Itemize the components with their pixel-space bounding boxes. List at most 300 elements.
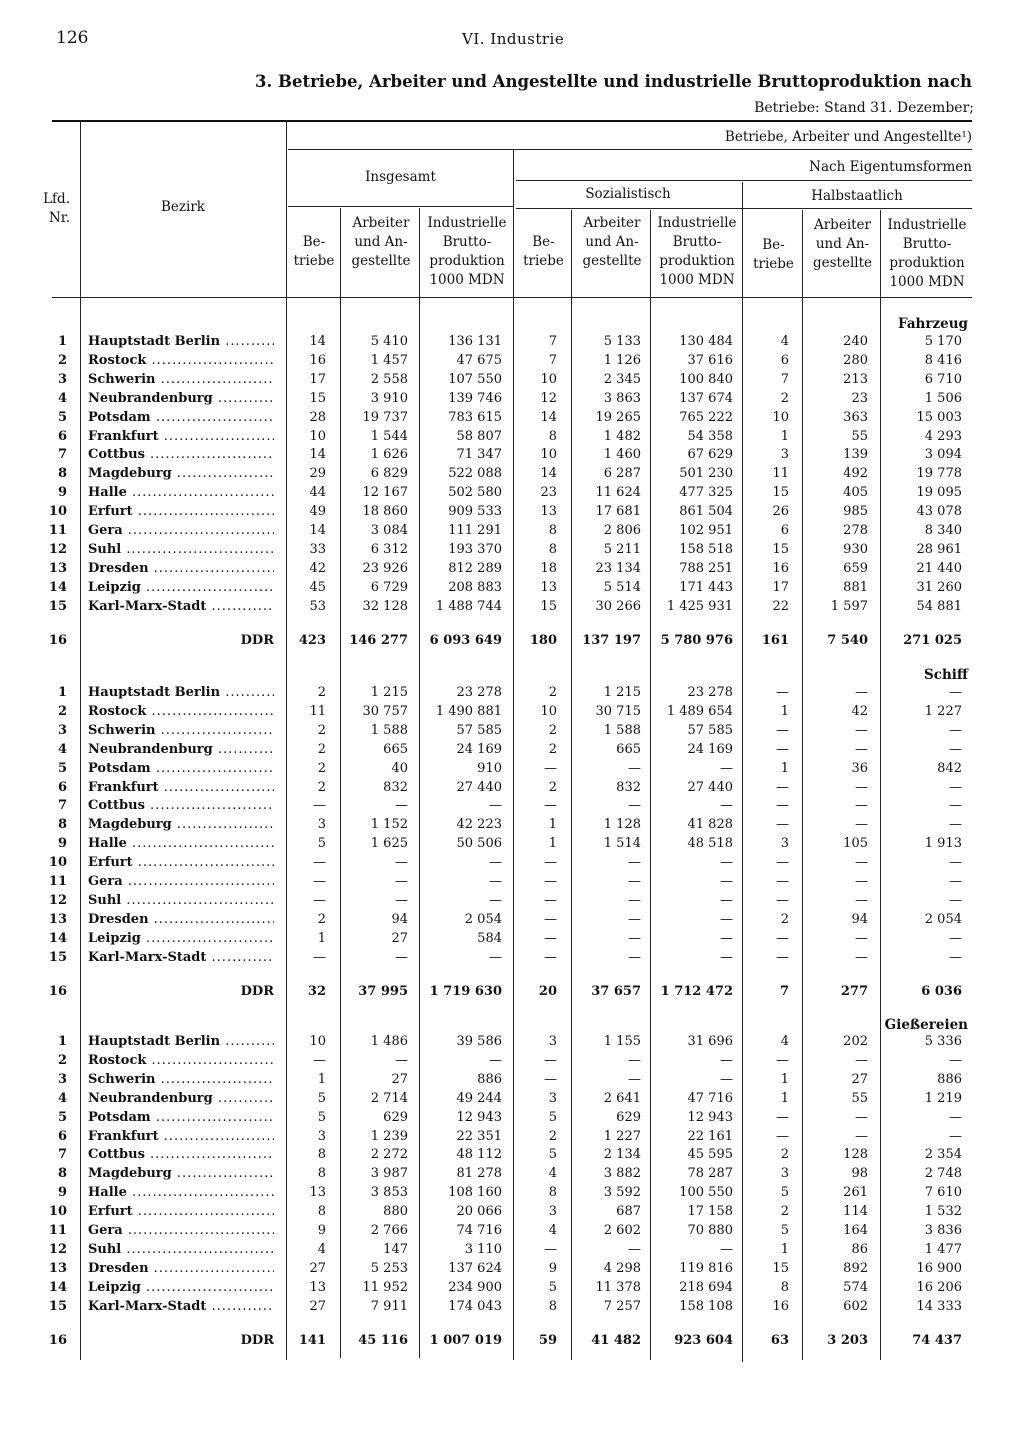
row-number: 14	[48, 579, 67, 595]
district-name: Magdeburg .....	[88, 1164, 274, 1183]
cell-value: 261	[843, 1185, 868, 1201]
cell-value: —	[855, 741, 868, 757]
cell-value: 14	[540, 466, 557, 482]
cell-value: 6	[780, 523, 789, 538]
cell-value: 832	[383, 779, 408, 795]
cell-value: 2	[548, 722, 557, 738]
cell-value: 765 222	[679, 409, 733, 425]
cell-value: —	[544, 760, 557, 776]
cell-value: 8	[548, 541, 557, 557]
cell-value: 17 681	[595, 504, 641, 520]
cell-value: 23 278	[687, 685, 733, 700]
cell-value: 629	[616, 1109, 641, 1125]
cell-value: 574	[843, 1279, 868, 1295]
cell-value: 3 203	[827, 1332, 868, 1348]
cell-value: 94	[391, 911, 408, 927]
table-row	[0, 1259, 1024, 1278]
cell-value: 9	[317, 1223, 326, 1238]
cell-value: 33	[309, 541, 326, 557]
table-row	[0, 1089, 1024, 1108]
cell-value: —	[395, 855, 408, 871]
cell-value: 146 277	[349, 632, 408, 648]
cell-value: —	[776, 1052, 789, 1068]
cell-value: 2	[317, 722, 326, 738]
cell-value: 1	[780, 1071, 789, 1087]
cell-value: 15	[309, 390, 326, 406]
cell-value: 55	[851, 1090, 868, 1106]
table-row	[0, 1202, 1024, 1221]
row-number: 9	[57, 1185, 67, 1201]
cell-value: —	[628, 1071, 641, 1087]
cell-value: 161	[761, 632, 789, 648]
cell-value: 2 345	[603, 371, 641, 387]
cell-value: 3	[780, 836, 789, 852]
cell-value: —	[544, 1241, 557, 1257]
cell-value: 584	[477, 930, 502, 946]
cell-value: 54 881	[916, 598, 962, 614]
district-name: Potsdam .....	[88, 408, 274, 427]
cell-value: 2	[548, 741, 557, 757]
cell-value: —	[855, 874, 868, 889]
cell-value: 27 440	[456, 779, 502, 795]
cell-value: 4	[780, 1034, 789, 1049]
cell-value: 18 860	[362, 504, 408, 520]
header-produktion: Industrielle Brutto- produktion 1000 MDN	[657, 215, 737, 288]
cell-value: 26	[772, 504, 789, 520]
cell-value: 14 333	[916, 1298, 962, 1314]
row-number: 13	[48, 1260, 67, 1276]
cell-value: 48 112	[456, 1147, 502, 1163]
cell-value: 1 544	[370, 428, 408, 444]
cell-value: —	[855, 1052, 868, 1068]
table-row	[0, 578, 1024, 597]
section-title: Fahrzeug	[897, 316, 968, 332]
cell-value: 7 911	[370, 1298, 408, 1314]
district-name: Gera .....	[88, 872, 274, 891]
cell-value: 105	[843, 836, 868, 852]
district-name: Suhl .....	[88, 891, 274, 910]
cell-value: 3	[548, 1204, 557, 1220]
row-number: 8	[57, 466, 67, 482]
table-subtitle: Betriebe: Stand 31. Dezember;	[754, 100, 974, 116]
district-name: Potsdam .....	[88, 1108, 274, 1127]
district-name: Frankfurt .....	[88, 778, 274, 797]
cell-value: 128	[843, 1147, 868, 1163]
row-number: 4	[57, 390, 67, 406]
cell-value: 14	[309, 334, 326, 349]
cell-value: 8	[548, 428, 557, 444]
district-name: Magdeburg .....	[88, 815, 274, 834]
cell-value: 70 880	[687, 1223, 733, 1238]
district-name: Dresden .....	[88, 910, 274, 929]
cell-value: 10	[540, 371, 557, 387]
cell-value: —	[776, 798, 789, 814]
district-name: Hauptstadt Berlin .....	[88, 332, 274, 351]
cell-value: 98	[851, 1166, 868, 1182]
cell-value: 4 298	[603, 1260, 641, 1276]
cell-value: 812 289	[448, 560, 502, 576]
cell-value: —	[628, 892, 641, 908]
row-number: 15	[48, 1298, 67, 1314]
cell-value: 27	[309, 1260, 326, 1276]
cell-value: 22	[772, 598, 789, 614]
cell-value: 3	[317, 817, 326, 833]
row-number: 9	[57, 836, 67, 852]
cell-value: 6 036	[921, 983, 962, 999]
cell-value: 57 585	[687, 722, 733, 738]
cell-value: —	[720, 874, 733, 889]
row-number: 1	[57, 334, 67, 349]
cell-value: 629	[383, 1109, 408, 1125]
cell-value: 1 514	[603, 836, 641, 852]
cell-value: 2	[780, 911, 789, 927]
cell-value: 280	[843, 352, 868, 368]
cell-value: 13	[309, 1185, 326, 1201]
cell-value: 22 351	[456, 1128, 502, 1144]
cell-value: —	[544, 874, 557, 889]
cell-value: 37 995	[358, 983, 408, 999]
cell-value: 27	[391, 1071, 408, 1087]
row-number: 8	[57, 817, 67, 833]
cell-value: 202	[843, 1034, 868, 1049]
table-row	[0, 1240, 1024, 1259]
cell-value: 1 482	[603, 428, 641, 444]
cell-value: 892	[843, 1260, 868, 1276]
district-name: Rostock .....	[88, 351, 274, 370]
cell-value: 15	[772, 485, 789, 501]
cell-value: —	[395, 892, 408, 908]
header-bottom-rule	[52, 297, 972, 298]
cell-value: —	[544, 798, 557, 814]
cell-value: 1	[317, 1071, 326, 1087]
cell-value: 423	[298, 632, 326, 648]
cell-value: 11	[772, 466, 789, 482]
cell-value: 687	[616, 1204, 641, 1220]
cell-value: —	[949, 855, 962, 871]
row-number: 2	[57, 703, 67, 719]
cell-value: 5 410	[370, 334, 408, 349]
cell-value: 171 443	[679, 579, 733, 595]
table-row	[0, 1032, 1024, 1051]
cell-value: —	[855, 779, 868, 795]
cell-value: 4 293	[924, 428, 962, 444]
cell-value: —	[489, 892, 502, 908]
cell-value: —	[313, 1052, 326, 1068]
cell-value: 63	[770, 1332, 789, 1348]
cell-value: 41 828	[687, 817, 733, 833]
cell-value: 44	[309, 485, 326, 501]
cell-value: 477 325	[679, 485, 733, 501]
cell-value: —	[628, 760, 641, 776]
cell-value: 2 054	[464, 911, 502, 927]
cell-value: —	[544, 1071, 557, 1087]
cell-value: 137 197	[582, 632, 641, 648]
cell-value: 1 506	[924, 390, 962, 406]
row-number: 8	[57, 1166, 67, 1182]
cell-value: 1	[317, 930, 326, 946]
cell-value: 32	[307, 983, 326, 999]
table-row	[0, 872, 1024, 891]
cell-value: 119 816	[679, 1260, 733, 1276]
cell-value: 5	[548, 1147, 557, 1163]
cell-value: —	[313, 798, 326, 814]
cell-value: 19 265	[595, 409, 641, 425]
row-number: 10	[48, 504, 67, 520]
cell-value: 2	[548, 685, 557, 700]
cell-value: 28	[309, 409, 326, 425]
table-top-rule	[52, 120, 972, 122]
cell-value: 139 746	[448, 390, 502, 406]
cell-value: 5	[317, 1109, 326, 1125]
cell-value: —	[776, 817, 789, 833]
cell-value: 2 134	[603, 1147, 641, 1163]
cell-value: 17	[772, 579, 789, 595]
cell-value: 137 624	[448, 1260, 502, 1276]
table-row	[0, 427, 1024, 446]
cell-value: 16 206	[916, 1279, 962, 1295]
cell-value: 1 719 630	[429, 983, 502, 999]
district-name: DDR	[240, 1332, 274, 1348]
cell-value: —	[313, 949, 326, 965]
cell-value: —	[776, 930, 789, 946]
cell-value: 1 477	[924, 1241, 962, 1257]
cell-value: 1 913	[924, 836, 962, 852]
cell-value: 180	[529, 632, 557, 648]
cell-value: 67 629	[687, 447, 733, 463]
cell-value: 74 716	[456, 1223, 502, 1238]
section-title: Schiff	[924, 667, 968, 683]
row-number: 1	[57, 1034, 67, 1049]
table-row	[0, 540, 1024, 559]
row-number: 3	[57, 1071, 67, 1087]
district-name: Frankfurt .....	[88, 427, 274, 446]
header-betriebe: Be- triebe	[523, 234, 564, 269]
cell-value: 8	[780, 1279, 789, 1295]
district-name: Neubrandenburg .....	[88, 1089, 274, 1108]
table-row	[0, 1278, 1024, 1297]
cell-value: 23 926	[362, 560, 408, 576]
cell-value: —	[628, 798, 641, 814]
cell-value: 1 490 881	[435, 703, 502, 719]
cell-value: 12 943	[456, 1109, 502, 1125]
cell-value: —	[720, 798, 733, 814]
cell-value: 930	[843, 541, 868, 557]
table-row	[0, 740, 1024, 759]
cell-value: 6	[780, 352, 789, 368]
cell-value: —	[628, 930, 641, 946]
cell-value: 502 580	[448, 485, 502, 501]
cell-value: 2 354	[924, 1147, 962, 1163]
cell-value: 17 158	[687, 1204, 733, 1220]
cell-value: 2 272	[370, 1147, 408, 1163]
table-row	[0, 834, 1024, 853]
cell-value: 501 230	[679, 466, 733, 482]
cell-value: 2 641	[603, 1090, 641, 1106]
cell-value: 31 696	[687, 1034, 733, 1049]
district-name: Dresden .....	[88, 1259, 274, 1278]
cell-value: —	[855, 949, 868, 965]
cell-value: 37 657	[591, 983, 641, 999]
cell-value: 27	[851, 1071, 868, 1087]
table-row	[0, 815, 1024, 834]
cell-value: 363	[843, 409, 868, 425]
cell-value: —	[628, 1052, 641, 1068]
row-number: 4	[57, 1090, 67, 1106]
cell-value: 2	[548, 1128, 557, 1144]
cell-value: —	[949, 930, 962, 946]
district-name: Halle .....	[88, 483, 274, 502]
cell-value: —	[855, 722, 868, 738]
cell-value: 1 626	[370, 447, 408, 463]
row-number: 10	[48, 1204, 67, 1220]
cell-value: 3 863	[603, 390, 641, 406]
district-name: Erfurt .....	[88, 502, 274, 521]
row-number: 7	[57, 798, 67, 814]
row-number: 12	[48, 1241, 67, 1257]
cell-value: 1	[780, 1241, 789, 1257]
cell-value: 3 987	[370, 1166, 408, 1182]
cell-value: 48 518	[687, 836, 733, 852]
cell-value: —	[776, 741, 789, 757]
cell-value: —	[949, 892, 962, 908]
cell-value: 7	[779, 983, 789, 999]
cell-value: —	[544, 930, 557, 946]
table-row	[0, 521, 1024, 540]
cell-value: 43 078	[916, 504, 962, 520]
cell-value: 10	[540, 703, 557, 719]
cell-value: —	[776, 1109, 789, 1125]
cell-value: 141	[298, 1332, 326, 1348]
cell-value: 15 003	[916, 409, 962, 425]
row-number: 6	[57, 428, 67, 444]
cell-value: 13	[540, 579, 557, 595]
cell-value: 21 440	[916, 560, 962, 576]
cell-value: 5 253	[370, 1260, 408, 1276]
cell-value: 1	[780, 760, 789, 776]
cell-value: —	[395, 874, 408, 889]
cell-value: 278	[843, 523, 868, 538]
table-row	[0, 1070, 1024, 1089]
cell-value: 114	[843, 1204, 868, 1220]
cell-value: 31 260	[916, 579, 962, 595]
cell-value: 602	[843, 1298, 868, 1314]
row-number: 13	[48, 560, 67, 576]
cell-value: 5	[780, 1223, 789, 1238]
district-name: Neubrandenburg .....	[88, 389, 274, 408]
cell-value: 111 291	[448, 523, 502, 538]
cell-value: —	[776, 779, 789, 795]
row-number: 3	[57, 722, 67, 738]
cell-value: 136 131	[448, 334, 502, 349]
cell-value: 842	[937, 760, 962, 776]
cell-value: 1 488 744	[435, 598, 502, 614]
table-row	[0, 1127, 1024, 1146]
row-number: 7	[57, 447, 67, 463]
district-name: Frankfurt .....	[88, 1127, 274, 1146]
cell-value: 522 088	[448, 466, 502, 482]
cell-value: 1 007 019	[429, 1332, 502, 1348]
cell-value: 36	[851, 760, 868, 776]
cell-value: 1 239	[370, 1128, 408, 1144]
cell-value: —	[949, 798, 962, 814]
cell-value: 1 126	[603, 352, 641, 368]
row-number: 5	[57, 1109, 67, 1125]
table-row	[0, 1164, 1024, 1183]
cell-value: 37 616	[687, 352, 733, 368]
chapter-heading: VI. Industrie	[462, 30, 565, 48]
cell-value: 30 266	[595, 598, 641, 614]
district-name: Cottbus .....	[88, 1145, 274, 1164]
cell-value: 7 610	[924, 1185, 962, 1201]
cell-value: 41 482	[591, 1332, 641, 1348]
cell-value: —	[489, 798, 502, 814]
cell-value: 3	[780, 447, 789, 463]
cell-value: 2 602	[603, 1223, 641, 1238]
row-number: 11	[48, 523, 67, 538]
cell-value: 1 486	[370, 1034, 408, 1049]
row-number: 2	[57, 1052, 67, 1068]
cell-value: 1 215	[370, 685, 408, 700]
cell-value: 42 223	[456, 817, 502, 833]
cell-value: —	[720, 1071, 733, 1087]
rule-under-group	[288, 149, 972, 150]
cell-value: 8 416	[924, 352, 962, 368]
cell-value: —	[855, 1128, 868, 1144]
cell-value: 1 215	[603, 685, 641, 700]
district-name: DDR	[240, 983, 274, 999]
row-number: 12	[48, 892, 67, 908]
cell-value: —	[720, 855, 733, 871]
cell-value: 5	[780, 1185, 789, 1201]
cell-value: 14	[309, 523, 326, 538]
cell-value: —	[855, 798, 868, 814]
cell-value: 42	[309, 560, 326, 576]
row-number: 10	[48, 855, 67, 871]
cell-value: 11	[309, 703, 326, 719]
cell-value: 16	[772, 560, 789, 576]
cell-value: 1	[780, 703, 789, 719]
cell-value: 100 840	[679, 371, 733, 387]
cell-value: —	[776, 949, 789, 965]
cell-value: 2	[780, 1204, 789, 1220]
cell-value: 3 592	[603, 1185, 641, 1201]
cell-value: 3 110	[464, 1241, 502, 1257]
district-name: Karl-Marx-Stadt .....	[88, 1297, 274, 1316]
table-row	[0, 853, 1024, 872]
district-name: Gera .....	[88, 1221, 274, 1240]
cell-value: —	[489, 1052, 502, 1068]
cell-value: 50 506	[456, 836, 502, 852]
cell-value: 240	[843, 334, 868, 349]
district-name: Leipzig .....	[88, 578, 274, 597]
cell-value: 9	[548, 1260, 557, 1276]
table-row	[0, 332, 1024, 351]
cell-value: 47 716	[687, 1090, 733, 1106]
cell-value: 788 251	[679, 560, 733, 576]
header-arbeiter: Arbeiter und An- gestellte	[582, 215, 642, 269]
cell-value: 164	[843, 1223, 868, 1238]
cell-value: 108 160	[448, 1185, 502, 1201]
table-row	[0, 351, 1024, 370]
cell-value: 1	[548, 836, 557, 852]
cell-value: —	[720, 1052, 733, 1068]
table-row	[0, 597, 1024, 616]
cell-value: 923 604	[674, 1332, 733, 1348]
district-name: Erfurt .....	[88, 1202, 274, 1221]
cell-value: 910	[477, 760, 502, 776]
cell-value: 158 518	[679, 541, 733, 557]
cell-value: 4	[780, 334, 789, 349]
